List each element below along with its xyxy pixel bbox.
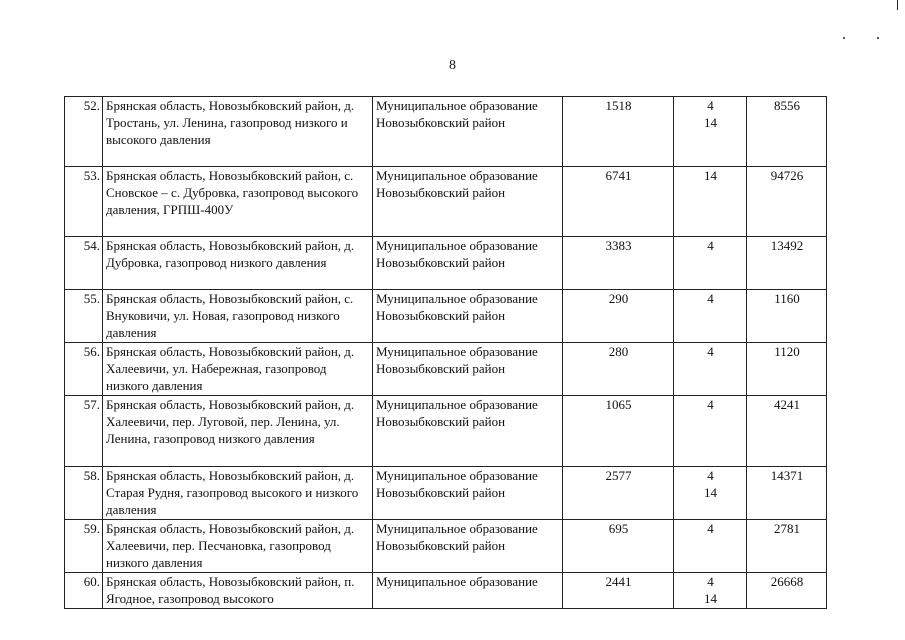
row-number: 56. <box>65 343 103 396</box>
table-row <box>65 290 827 343</box>
pipe-diameter: 4 <box>674 237 747 290</box>
pipe-diameter: 4 14 <box>674 467 747 520</box>
row-number: 59. <box>65 520 103 573</box>
pipe-diameter: 4 14 <box>674 97 747 167</box>
object-description: Брянская область, Новозыбковский район, д. Дубровка, газопровод низкого давления <box>103 237 373 290</box>
owner-name: Муниципальное образование Новозыбковский район <box>373 290 563 343</box>
pipeline-length: 2441 <box>563 573 674 609</box>
object-description: Брянская область, Новозыбковский район, д. Халеевичи, пер. Луговой, пер. Ленина, ул. Ленина, газопровод низкого давления <box>103 396 373 467</box>
owner-name: Муниципальное образование Новозыбковский район <box>373 467 563 520</box>
table-row <box>65 467 827 520</box>
asset-value: 2781 <box>747 520 827 573</box>
owner-name: Муниципальное образование Новозыбковский район <box>373 167 563 237</box>
object-description: Брянская область, Новозыбковский район, с. Внуковичи, ул. Новая, газопровод низкого давления <box>103 290 373 343</box>
row-number: 54. <box>65 237 103 290</box>
asset-value: 13492 <box>747 237 827 290</box>
pipe-diameter: 4 14 <box>674 573 747 609</box>
pipe-diameter: 4 <box>674 290 747 343</box>
table-row <box>65 167 827 237</box>
pipe-diameter: 4 <box>674 343 747 396</box>
scan-edge-mark <box>897 0 898 10</box>
table-row <box>65 396 827 467</box>
object-description: Брянская область, Новозыбковский район, д. Старая Рудня, газопровод высокого и низкого давления <box>103 467 373 520</box>
pipeline-length: 290 <box>563 290 674 343</box>
scan-speck <box>877 37 879 39</box>
asset-value: 14371 <box>747 467 827 520</box>
pipe-diameter: 4 <box>674 396 747 467</box>
pipeline-length: 280 <box>563 343 674 396</box>
row-number: 58. <box>65 467 103 520</box>
owner-name: Муниципальное образование Новозыбковский район <box>373 343 563 396</box>
table-row <box>65 343 827 396</box>
pipeline-length: 6741 <box>563 167 674 237</box>
scan-speck <box>843 37 845 39</box>
row-number: 55. <box>65 290 103 343</box>
pipe-diameter: 4 <box>674 520 747 573</box>
asset-value: 26668 <box>747 573 827 609</box>
row-number: 52. <box>65 97 103 167</box>
table-row <box>65 237 827 290</box>
asset-value: 8556 <box>747 97 827 167</box>
owner-name: Муниципальное образование Новозыбковский район <box>373 237 563 290</box>
row-number: 53. <box>65 167 103 237</box>
pipe-diameter: 14 <box>674 167 747 237</box>
pipeline-length: 1518 <box>563 97 674 167</box>
table-row <box>65 97 827 167</box>
pipeline-length: 3383 <box>563 237 674 290</box>
property-registry-table <box>64 96 827 609</box>
row-number: 57. <box>65 396 103 467</box>
object-description: Брянская область, Новозыбковский район, п. Ягодное, газопровод высокого <box>103 573 373 609</box>
object-description: Брянская область, Новозыбковский район, с. Сновское – с. Дубровка, газопровод высокого давления, ГРПШ-400У <box>103 167 373 237</box>
asset-value: 1160 <box>747 290 827 343</box>
object-description: Брянская область, Новозыбковский район, д. Халеевичи, ул. Набережная, газопровод низкого давления <box>103 343 373 396</box>
pipeline-length: 695 <box>563 520 674 573</box>
page-number: 8 <box>449 58 456 73</box>
owner-name: Муниципальное образование Новозыбковский район <box>373 396 563 467</box>
table-row <box>65 573 827 609</box>
object-description: Брянская область, Новозыбковский район, д. Тростань, ул. Ленина, газопровод низкого и высокого давления <box>103 97 373 167</box>
object-description: Брянская область, Новозыбковский район, д. Халеевичи, пер. Песчановка, газопровод низкого давления <box>103 520 373 573</box>
asset-value: 1120 <box>747 343 827 396</box>
owner-name: Муниципальное образование Новозыбковский район <box>373 520 563 573</box>
table-row <box>65 520 827 573</box>
pipeline-length: 1065 <box>563 396 674 467</box>
pipeline-length: 2577 <box>563 467 674 520</box>
row-number: 60. <box>65 573 103 609</box>
asset-value: 94726 <box>747 167 827 237</box>
owner-name: Муниципальное образование Новозыбковский район <box>373 97 563 167</box>
owner-name: Муниципальное образование <box>373 573 563 609</box>
asset-value: 4241 <box>747 396 827 467</box>
